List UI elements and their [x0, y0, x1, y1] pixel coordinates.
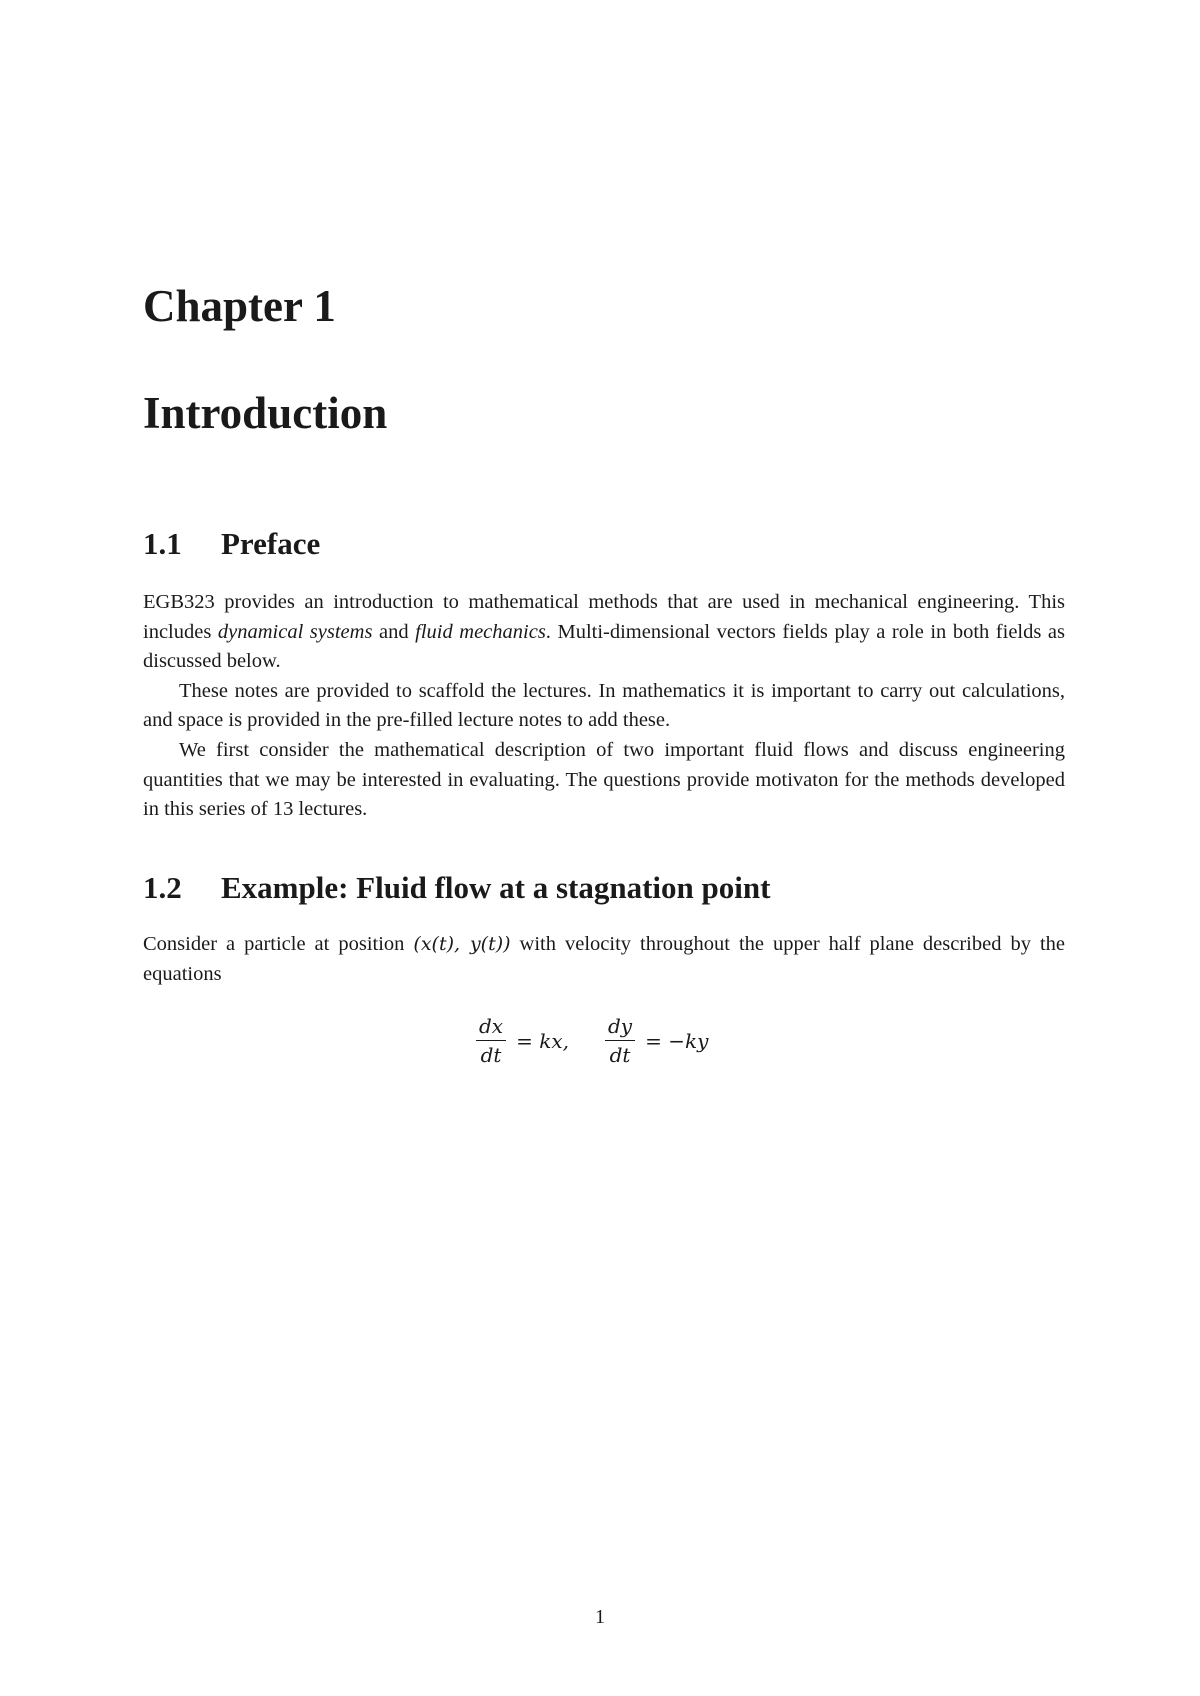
text-run: with velocity throughout the upper half plane described by the equations [143, 933, 1065, 985]
preface-body [143, 588, 1065, 825]
preface-paragraph-1 [143, 588, 1065, 677]
chapter-title: Introduction [143, 388, 388, 438]
velocity-equations [470, 1012, 708, 1069]
emphasis-fluid-mechanics: fluid mechanics [415, 620, 546, 643]
text-run: EGB323 provides an introduction to mathematical methods that are used in mechanical engineering. This includes [143, 591, 1065, 643]
section-title: Example: Fluid flow at a stagnation point [221, 870, 771, 905]
numerator: dy [605, 1012, 635, 1041]
numerator: dx [476, 1012, 506, 1041]
preface-paragraph-3: We first consider the mathematical description of two important fluid flows and discuss engineering quantities that we may be interested in evaluating. The questions provide motivaton for the methods developed in this series of 13 lectures. [143, 738, 1065, 821]
emphasis-dynamical-systems: dynamical systems [217, 620, 373, 643]
text-run: Consider a particle at position [143, 933, 414, 955]
section-heading-preface [143, 528, 320, 559]
text-run: . Multi-dimensional vectors fields play a role in both fields as discussed below. [143, 620, 1065, 673]
section-title: Preface [221, 526, 321, 561]
fraction-dx-dt [476, 1012, 506, 1069]
preface-paragraph-2: These notes are provided to scaffold the lectures. In mathematics it is important to carry out calculations, and space is provided in the pre-filled lecture notes to add these. [143, 679, 1065, 732]
section-number: 1.2 [143, 870, 182, 905]
chapter-label: Chapter 1 [143, 281, 336, 331]
text-run: and [372, 620, 416, 643]
denominator: dt [609, 1043, 631, 1067]
equation-rhs: = −ky [645, 1028, 709, 1053]
stagnation-body [143, 930, 1065, 989]
section-number: 1.1 [143, 526, 182, 561]
denominator: dt [480, 1043, 502, 1067]
fraction-dy-dt [605, 1012, 635, 1069]
equation-rhs: = kx, [516, 1028, 569, 1053]
page-number: 1 [595, 1606, 605, 1628]
inline-math: (x(t), y(t)) [413, 933, 511, 955]
stagnation-paragraph [143, 930, 1065, 989]
section-heading-stagnation-point [143, 872, 770, 903]
